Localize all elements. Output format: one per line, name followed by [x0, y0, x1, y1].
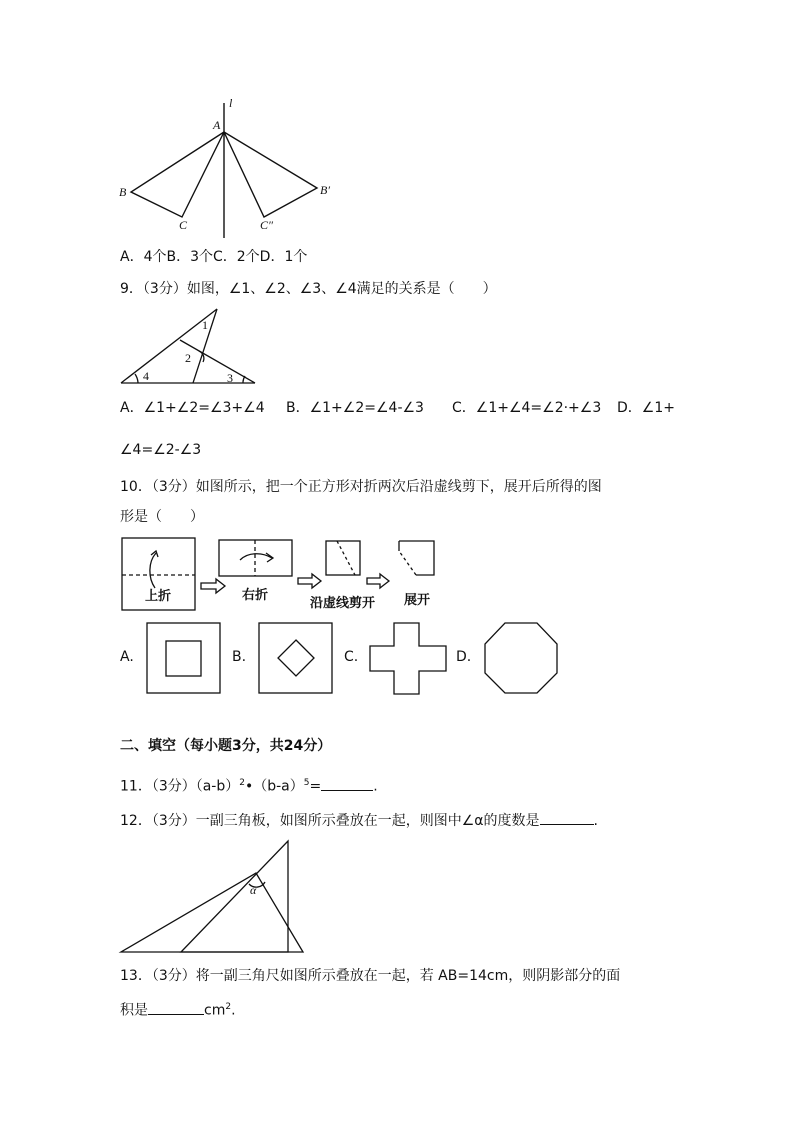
q11-part-a: 11．（3分）（a-b）	[120, 778, 240, 795]
step-fold-right-label: 右折	[242, 588, 269, 603]
angle-3-label: 3	[227, 371, 233, 385]
q10-stem-line1: 10．（3分）如图所示，把一个正方形对折两次后沿虚线剪下，展开后所得的图	[120, 479, 602, 495]
label-c: C	[179, 218, 188, 232]
q13-end: .	[231, 1002, 236, 1019]
q10-option-a-label: A.	[120, 649, 134, 665]
q11-exponent-2: 5	[303, 778, 310, 788]
label-b-prime: B′	[320, 183, 330, 197]
label-b: B	[119, 185, 127, 199]
angle-1-label: 1	[202, 318, 208, 332]
q10-option-c-label: C.	[344, 649, 359, 665]
step-cut-label: 沿虚线剪开	[310, 596, 376, 611]
angle-2-label: 2	[185, 351, 191, 365]
q9-option-d-continued: ∠4=∠2-∠3	[120, 442, 202, 458]
q9-stem: 9．（3分）如图，∠1、∠2、∠3、∠4满足的关系是（ ）	[120, 281, 497, 297]
q13-unit: cm	[204, 1002, 226, 1019]
q11-equals: =	[309, 778, 322, 795]
q13-unit-exponent: 2	[225, 1002, 232, 1012]
step-fold-up-label: 上折	[145, 589, 172, 604]
q9-option-b: B．∠1+∠2=∠4-∠3	[286, 400, 424, 416]
angle-4-label: 4	[143, 369, 149, 383]
q13-part-a: 积是	[120, 1002, 148, 1019]
q11-end: .	[373, 778, 378, 795]
section-2-heading: 二、填空（每小题3分，共24分）	[120, 738, 332, 754]
label-l: l	[229, 96, 233, 110]
q12-stem: 12．（3分）一副三角板，如图所示叠放在一起，则图中∠α的度数是	[120, 813, 540, 829]
q12-end: .	[593, 813, 598, 829]
q13-line1: 13．（3分）将一副三角尺如图所示叠放在一起，若 AB=14cm，则阴影部分的面	[120, 968, 621, 984]
q9-option-d: D．∠1+	[617, 400, 675, 416]
label-a: A	[213, 118, 221, 132]
q10-option-b-label: B.	[232, 649, 247, 665]
q8-options: A．4个B．3个C．2个D．1个	[120, 249, 308, 265]
q11-part-b: •（b-a）	[244, 778, 304, 795]
alpha-label: α	[250, 883, 257, 897]
q13-line2	[120, 997, 236, 1021]
q11-exponent-1: 2	[239, 778, 245, 788]
q10-stem-line2: 形是（ ）	[120, 509, 204, 525]
q9-option-a: A．∠1+∠2=∠3+∠4	[120, 400, 265, 416]
q13-answer-blank[interactable]	[148, 1000, 204, 1015]
label-c-double-prime: C″	[260, 218, 274, 232]
q9-option-c: C．∠1+∠4=∠2·+∠3	[452, 400, 602, 416]
q10-option-d-label: D.	[456, 649, 472, 665]
step-unfold-label: 展开	[404, 593, 431, 608]
